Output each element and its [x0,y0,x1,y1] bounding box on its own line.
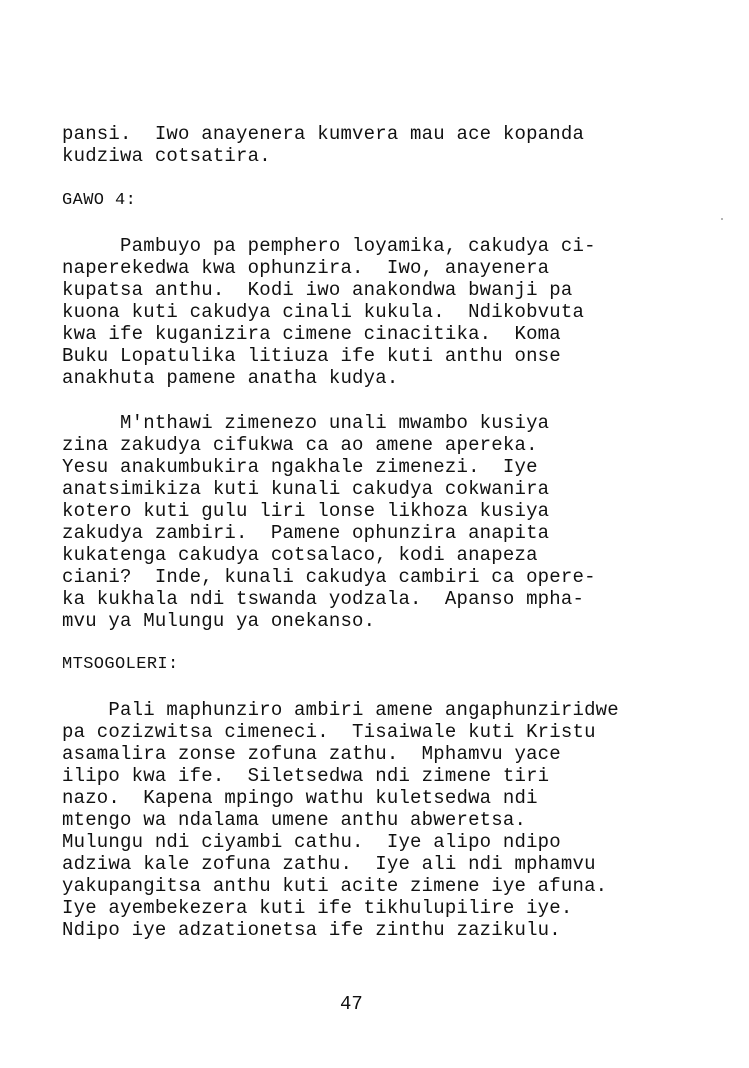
text-line: ciani? Inde, kunali cakudya cambiri ca opere- [62,566,596,588]
text-line: mtengo wa ndalama umene anthu abweretsa. [62,809,527,831]
text-line: pa cozizwitsa cimeneci. Tisaiwale kuti Kristu [62,721,596,743]
text-line: yakupangitsa anthu kuti acite zimene iye afuna. [62,875,608,897]
text-line: nazo. Kapena mpingo wathu kuletsedwa ndi [62,787,538,809]
text-line: zakudya zambiri. Pamene ophunzira anapita [62,522,550,544]
text-line: kukatenga cakudya cotsalaco, kodi anapeza [62,544,538,566]
text-line: asamalira zonse zofuna zathu. Mphamvu yace [62,743,561,765]
text-line: mvu ya Mulungu ya onekanso. [62,610,376,632]
text-line: Yesu anakumbukira ngakhale zimenezi. Iye [62,456,538,478]
text-line: Ndipo iye adzationetsa ife zinthu zazikulu. [62,919,561,941]
text-line: ilipo kwa ife. Siletsedwa ndi zimene tiri [62,765,550,787]
text-line: M'nthawi zimenezo unali mwambo kusiya [62,412,550,434]
text-line: zina zakudya cifukwa ca ao amene apereka. [62,434,538,456]
section-heading-mtsogoleri: MTSOGOLERI: [62,655,179,674]
text-line: Iye ayembekezera kuti ife tikhulupilire iye. [62,897,573,919]
scan-speck [721,218,723,220]
section-heading-gawo: GAWO 4: [62,191,137,210]
text-line: Pambuyo pa pemphero loyamika, cakudya ci- [62,235,596,257]
text-line: pansi. Iwo anayenera kumvera mau ace kopanda [62,123,585,145]
text-line: kudziwa cotsatira. [62,145,271,167]
text-line: Pali maphunziro ambiri amene angaphunziridwe [62,699,619,721]
text-line: kuona kuti cakudya cinali kukula. Ndikobvuta [62,301,585,323]
text-line: kupatsa anthu. Kodi iwo anakondwa bwanji pa [62,279,573,301]
text-line: Mulungu ndi ciyambi cathu. Iye alipo ndipo [62,831,561,853]
text-line: kotero kuti gulu liri lonse likhoza kusiya [62,500,550,522]
text-line: naperekedwa kwa ophunzira. Iwo, anayenera [62,257,550,279]
text-line: kwa ife kuganizira cimene cinacitika. Koma [62,323,561,345]
text-line: anatsimikiza kuti kunali cakudya cokwanira [62,478,550,500]
text-line: ka kukhala ndi tswanda yodzala. Apanso mpha- [62,588,585,610]
page-number: 47 [340,993,363,1015]
text-line: Buku Lopatulika litiuza ife kuti anthu onse [62,345,561,367]
text-line: adziwa kale zofuna zathu. Iye ali ndi mphamvu [62,853,596,875]
text-line: anakhuta pamene anatha kudya. [62,367,399,389]
